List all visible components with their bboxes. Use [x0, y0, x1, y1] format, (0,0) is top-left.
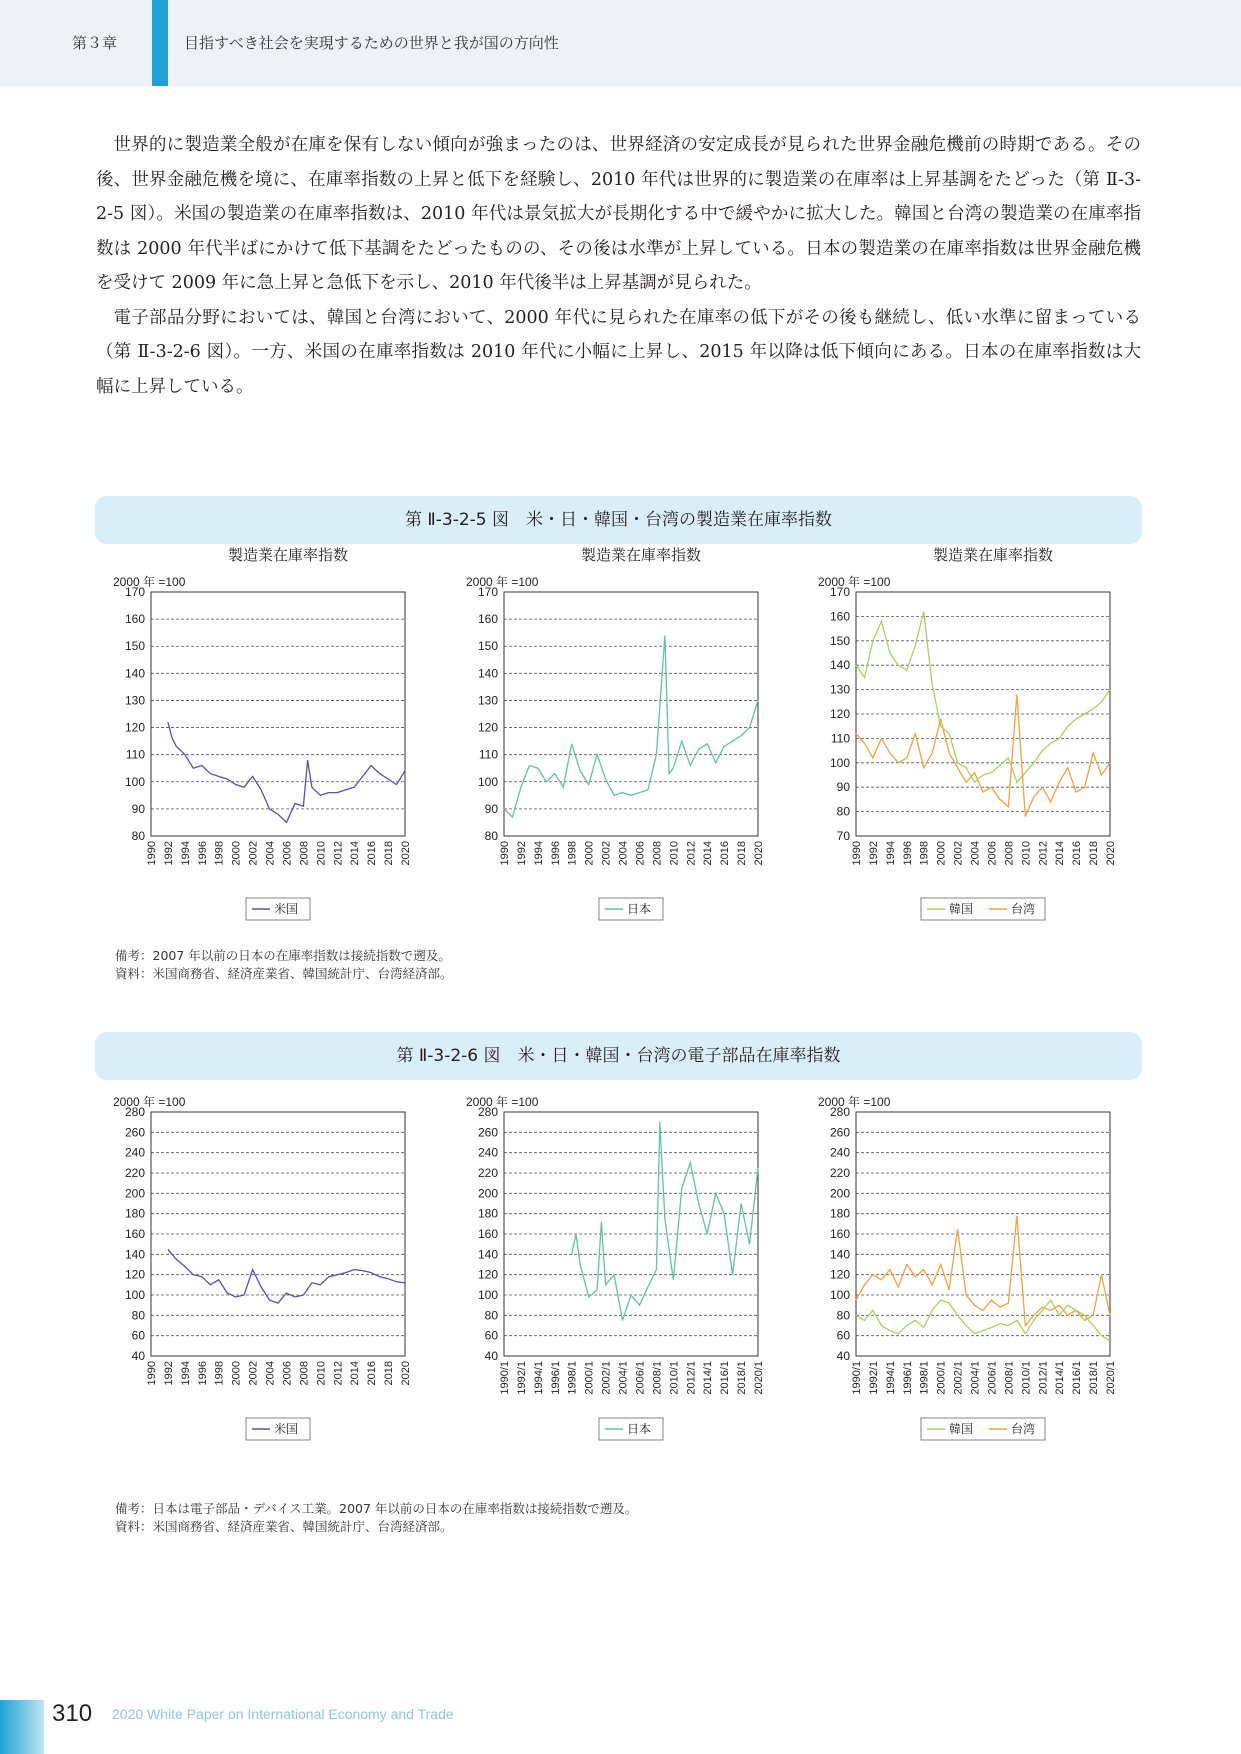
y-tick-label: 100 — [124, 774, 145, 789]
y-tick-label: 80 — [484, 829, 498, 843]
x-tick-label: 1994/1 — [884, 1361, 897, 1395]
x-tick-label: 2018 — [1088, 841, 1101, 866]
x-tick-label: 2004 — [969, 841, 982, 866]
y-tick-label: 260 — [477, 1125, 498, 1140]
y-tick-label: 240 — [829, 1145, 850, 1160]
x-tick-label: 2020 — [400, 841, 412, 866]
x-tick-label: 2020/1 — [753, 1361, 765, 1395]
y-tick-label: 40 — [484, 1349, 498, 1363]
y-tick-label: 120 — [124, 1267, 145, 1282]
x-tick-label: 2018 — [383, 1361, 396, 1386]
y-tick-label: 160 — [829, 609, 850, 624]
x-tick-label: 1998 — [918, 841, 931, 866]
y-axis-unit-label: 2000 年 =100 — [466, 1095, 539, 1109]
series-line-台湾 — [856, 695, 1110, 817]
chart-japan-manufacturing — [458, 548, 818, 922]
chart-korea-taiwan-electronics — [810, 1088, 1170, 1462]
legend-label: 韓国 — [949, 902, 974, 916]
x-tick-label: 1994 — [532, 841, 545, 866]
x-tick-label: 1998 — [213, 1361, 226, 1386]
x-tick-label: 2014 — [702, 841, 715, 866]
x-tick-label: 2016/1 — [719, 1361, 732, 1395]
y-tick-label: 80 — [131, 829, 145, 843]
x-tick-label: 2020 — [1105, 841, 1117, 866]
y-tick-label: 110 — [830, 731, 850, 746]
x-tick-label: 1992/1 — [515, 1361, 528, 1395]
y-tick-label: 140 — [477, 666, 498, 681]
figure-note: 備考：2007 年以前の日本の在庫率指数は接続指数で遡及。 — [115, 948, 451, 963]
series-line-日本 — [572, 1122, 758, 1320]
x-tick-label: 2004 — [264, 1361, 277, 1386]
figure-title: 第 Ⅱ-3-2-6 図 米・日・韓国・台湾の電子部品在庫率指数 — [95, 1032, 1142, 1080]
x-tick-label: 2010/1 — [668, 1361, 681, 1395]
chapter-title: 目指すべき社会を実現するための世界と我が国の方向性 — [184, 34, 559, 52]
x-tick-label: 2016 — [366, 841, 379, 866]
legend-label: 日本 — [627, 902, 652, 916]
y-tick-label: 170 — [124, 585, 145, 599]
plot-frame — [151, 592, 405, 836]
x-tick-label: 2018 — [736, 841, 749, 866]
x-tick-label: 2010/1 — [1020, 1361, 1033, 1395]
x-tick-label: 2016 — [1071, 841, 1084, 866]
x-tick-label: 2014/1 — [1054, 1361, 1067, 1395]
y-tick-label: 160 — [477, 1227, 498, 1241]
y-tick-label: 140 — [124, 1247, 145, 1262]
x-tick-label: 2006 — [634, 841, 647, 866]
x-tick-label: 2000 — [935, 841, 948, 866]
y-tick-label: 220 — [477, 1166, 498, 1180]
x-tick-label: 2002 — [247, 841, 260, 866]
x-tick-label: 2006 — [986, 841, 999, 866]
chart-japan-electronics — [458, 1088, 818, 1462]
x-tick-label: 2020 — [400, 1361, 412, 1386]
y-tick-label: 240 — [477, 1145, 498, 1160]
y-tick-label: 120 — [477, 1267, 498, 1282]
publication-title: 2020 White Paper on International Economy and Trade — [112, 1706, 454, 1722]
plot-frame — [504, 592, 758, 836]
x-tick-label: 1992 — [867, 841, 880, 866]
x-tick-label: 1996/1 — [549, 1361, 562, 1395]
x-tick-label: 2016 — [366, 1361, 379, 1386]
y-tick-label: 200 — [477, 1186, 498, 1201]
y-axis-unit-label: 2000 年 =100 — [113, 575, 186, 589]
x-tick-label: 2004 — [617, 841, 630, 866]
y-tick-label: 200 — [829, 1186, 850, 1201]
body-text — [96, 128, 1141, 404]
chart-usa-electronics — [105, 1088, 465, 1462]
y-tick-label: 260 — [124, 1125, 145, 1140]
y-tick-label: 150 — [124, 639, 145, 654]
legend-label: 韓国 — [949, 1422, 974, 1436]
y-tick-label: 120 — [477, 720, 498, 735]
y-tick-label: 280 — [829, 1105, 850, 1119]
y-tick-label: 180 — [829, 1206, 850, 1221]
page-footer — [0, 1700, 1241, 1754]
x-tick-label: 1990/1 — [851, 1361, 863, 1395]
figure-source: 資料：米国商務省、経済産業省、韓国統計庁、台湾経済部。 — [115, 1519, 453, 1534]
y-tick-label: 70 — [836, 829, 850, 843]
series-line-韓国 — [856, 612, 1110, 783]
y-axis-unit-label: 2000 年 =100 — [466, 575, 539, 589]
page-number: 310 — [52, 1700, 93, 1727]
y-tick-label: 140 — [829, 1247, 850, 1262]
y-tick-label: 40 — [131, 1349, 145, 1363]
x-tick-label: 1998/1 — [566, 1361, 579, 1395]
x-tick-label: 2010 — [315, 1361, 328, 1386]
x-tick-label: 1998 — [566, 841, 579, 866]
y-tick-label: 140 — [477, 1247, 498, 1262]
x-tick-label: 2004/1 — [617, 1361, 630, 1395]
x-tick-label: 1998 — [213, 841, 226, 866]
x-tick-label: 1996 — [196, 841, 209, 866]
y-tick-label: 160 — [124, 612, 145, 627]
chart-title: 製造業在庫率指数 — [580, 547, 702, 564]
y-tick-label: 100 — [829, 1288, 850, 1302]
y-tick-label: 110 — [125, 747, 145, 762]
y-tick-label: 150 — [829, 633, 850, 648]
x-tick-label: 2002 — [952, 841, 965, 866]
y-tick-label: 90 — [484, 801, 498, 816]
page-header — [0, 0, 1241, 86]
series-line-台湾 — [856, 1216, 1110, 1326]
y-tick-label: 120 — [829, 1267, 850, 1282]
y-tick-label: 60 — [131, 1328, 145, 1343]
x-tick-label: 2020/1 — [1105, 1361, 1117, 1395]
chart-title: 製造業在庫率指数 — [227, 547, 349, 564]
x-tick-label: 2008/1 — [651, 1361, 664, 1395]
x-tick-label: 2012/1 — [1037, 1361, 1050, 1395]
x-tick-label: 2004/1 — [969, 1361, 982, 1395]
y-tick-label: 140 — [124, 666, 145, 681]
y-tick-label: 40 — [836, 1349, 850, 1363]
legend-label: 台湾 — [1011, 1422, 1036, 1436]
y-tick-label: 60 — [484, 1328, 498, 1343]
x-tick-label: 1990/1 — [499, 1361, 511, 1395]
x-tick-label: 1998/1 — [918, 1361, 931, 1395]
x-tick-label: 2002 — [247, 1361, 260, 1386]
x-tick-label: 2006/1 — [634, 1361, 647, 1395]
y-axis-unit-label: 2000 年 =100 — [818, 575, 891, 589]
y-tick-label: 220 — [829, 1166, 850, 1180]
y-tick-label: 80 — [131, 1308, 145, 1323]
x-tick-label: 2008 — [651, 841, 664, 866]
x-tick-label: 2004 — [264, 841, 277, 866]
y-tick-label: 180 — [124, 1206, 145, 1221]
x-tick-label: 1994 — [179, 1361, 192, 1386]
paragraph: 電子部品分野においては、韓国と台湾において、2000 年代に見られた在庫率の低下がその後も継続し、低い水準に留まっている（第 Ⅱ-3-2-6 図）。一方、米国の在庫率指数は 2010 年代に小幅に上昇し、2015 年以降は低下傾向にある。日本の在庫率指数は大幅に上昇している。 — [96, 307, 1141, 397]
y-tick-label: 100 — [829, 755, 850, 770]
x-tick-label: 2012 — [1037, 841, 1050, 866]
y-tick-label: 170 — [829, 585, 850, 599]
y-tick-label: 80 — [836, 804, 850, 819]
y-tick-label: 140 — [829, 658, 850, 673]
y-tick-label: 160 — [829, 1227, 850, 1241]
x-tick-label: 2008 — [298, 841, 311, 866]
y-tick-label: 100 — [124, 1288, 145, 1302]
legend-label: 日本 — [627, 1422, 652, 1436]
x-tick-label: 1990 — [851, 841, 863, 866]
y-tick-label: 280 — [477, 1105, 498, 1119]
figure-note: 備考：日本は電子部品・デバイス工業。2007 年以前の日本の在庫率指数は接続指数で遡及。 — [115, 1501, 638, 1516]
x-tick-label: 2006 — [281, 841, 294, 866]
y-tick-label: 80 — [836, 1308, 850, 1323]
y-tick-label: 130 — [477, 693, 498, 708]
x-tick-label: 2012/1 — [685, 1361, 698, 1395]
header-accent-bar — [152, 0, 168, 86]
x-tick-label: 2006/1 — [986, 1361, 999, 1395]
y-tick-label: 90 — [836, 780, 850, 795]
x-tick-label: 1996/1 — [901, 1361, 914, 1395]
x-tick-label: 2010 — [1020, 841, 1033, 866]
x-tick-label: 1990 — [499, 841, 511, 866]
x-tick-label: 2000/1 — [583, 1361, 596, 1395]
y-tick-label: 280 — [124, 1105, 145, 1119]
y-tick-label: 120 — [829, 707, 850, 721]
legend-label: 台湾 — [1011, 902, 1036, 916]
x-tick-label: 1994 — [884, 841, 897, 866]
x-tick-label: 2006 — [281, 1361, 294, 1386]
x-tick-label: 2014/1 — [702, 1361, 715, 1395]
x-tick-label: 2018/1 — [1088, 1361, 1101, 1395]
x-tick-label: 2018 — [383, 841, 396, 866]
y-tick-label: 150 — [477, 639, 498, 654]
x-tick-label: 1996 — [549, 841, 562, 866]
x-tick-label: 1990 — [146, 841, 158, 866]
x-tick-label: 2016 — [719, 841, 732, 866]
x-tick-label: 1992 — [162, 1361, 175, 1386]
y-tick-label: 160 — [477, 612, 498, 627]
y-tick-label: 170 — [477, 585, 498, 599]
x-tick-label: 2018/1 — [736, 1361, 749, 1395]
series-line-韓国 — [856, 1300, 1110, 1341]
x-tick-label: 2008 — [298, 1361, 311, 1386]
y-tick-label: 130 — [829, 682, 850, 697]
x-tick-label: 1996 — [901, 841, 914, 866]
x-tick-label: 1996 — [196, 1361, 209, 1386]
y-tick-label: 160 — [124, 1227, 145, 1241]
x-tick-label: 1990 — [146, 1361, 158, 1386]
y-tick-label: 260 — [829, 1125, 850, 1140]
x-tick-label: 2012 — [332, 1361, 345, 1386]
y-tick-label: 90 — [131, 801, 145, 816]
x-tick-label: 1994 — [179, 841, 192, 866]
series-line-日本 — [504, 635, 758, 817]
x-tick-label: 1992 — [515, 841, 528, 866]
x-tick-label: 2014 — [1054, 841, 1067, 866]
y-tick-label: 130 — [124, 693, 145, 708]
x-tick-label: 2000 — [583, 841, 596, 866]
x-tick-label: 2000 — [230, 841, 243, 866]
x-tick-label: 1992 — [162, 841, 175, 866]
x-tick-label: 2000 — [230, 1361, 243, 1386]
paragraph: 世界的に製造業全般が在庫を保有しない傾向が強まったのは、世界経済の安定成長が見られた世界金融危機前の時期である。その後、世界金融危機を境に、在庫率指数の上昇と低下を経験し、2010 年代は世界的に製造業の在庫率は上昇基調をたどった（第 Ⅱ-3-2-5 図）。米国の製造業の在庫率指数は、2010 年代は景気拡大が長期化する中で緩やかに拡大した。韓国と台湾の製造業の在庫率指数は 2000 年代半ばにかけて低下基調をたどったものの、その後は水準が上昇している。日本の製造業の在庫率指数は世界金融危機を受けて 2009 年に急上昇と急低下を示し、2010 年代後半は上昇基調が見られた。 — [96, 135, 1141, 293]
series-line-米国 — [168, 722, 405, 822]
y-axis-unit-label: 2000 年 =100 — [113, 1095, 186, 1109]
y-tick-label: 100 — [477, 774, 498, 789]
y-tick-label: 80 — [484, 1308, 498, 1323]
y-tick-label: 120 — [124, 720, 145, 735]
x-tick-label: 2020 — [753, 841, 765, 866]
legend-label: 米国 — [274, 1422, 299, 1436]
x-tick-label: 2002/1 — [600, 1361, 613, 1395]
x-tick-label: 2010 — [315, 841, 328, 866]
chapter-label: 第３章 — [72, 34, 118, 52]
y-tick-label: 220 — [124, 1166, 145, 1180]
legend-label: 米国 — [274, 902, 299, 916]
x-tick-label: 2002/1 — [952, 1361, 965, 1395]
footer-accent-bar — [0, 1700, 44, 1754]
x-tick-label: 2012 — [332, 841, 345, 866]
x-tick-label: 2000/1 — [935, 1361, 948, 1395]
y-axis-unit-label: 2000 年 =100 — [818, 1095, 891, 1109]
y-tick-label: 60 — [836, 1328, 850, 1343]
x-tick-label: 2012 — [685, 841, 698, 866]
y-tick-label: 200 — [124, 1186, 145, 1201]
x-tick-label: 2008/1 — [1003, 1361, 1016, 1395]
chart-korea-taiwan-manufacturing — [810, 548, 1170, 922]
x-tick-label: 1994/1 — [532, 1361, 545, 1395]
x-tick-label: 2014 — [349, 1361, 362, 1386]
y-tick-label: 240 — [124, 1145, 145, 1160]
x-tick-label: 2008 — [1003, 841, 1016, 866]
chart-usa-manufacturing — [105, 548, 465, 922]
x-tick-label: 2010 — [668, 841, 681, 866]
chart-title: 製造業在庫率指数 — [932, 547, 1054, 564]
x-tick-label: 1992/1 — [867, 1361, 880, 1395]
y-tick-label: 100 — [477, 1288, 498, 1302]
x-tick-label: 2002 — [600, 841, 613, 866]
figure-title: 第 Ⅱ-3-2-5 図 米・日・韓国・台湾の製造業在庫率指数 — [95, 496, 1142, 544]
x-tick-label: 2016/1 — [1071, 1361, 1084, 1395]
y-tick-label: 110 — [478, 747, 498, 762]
y-tick-label: 180 — [477, 1206, 498, 1221]
x-tick-label: 2014 — [349, 841, 362, 866]
figure-source: 資料：米国商務省、経済産業省、韓国統計庁、台湾経済部。 — [115, 966, 453, 981]
